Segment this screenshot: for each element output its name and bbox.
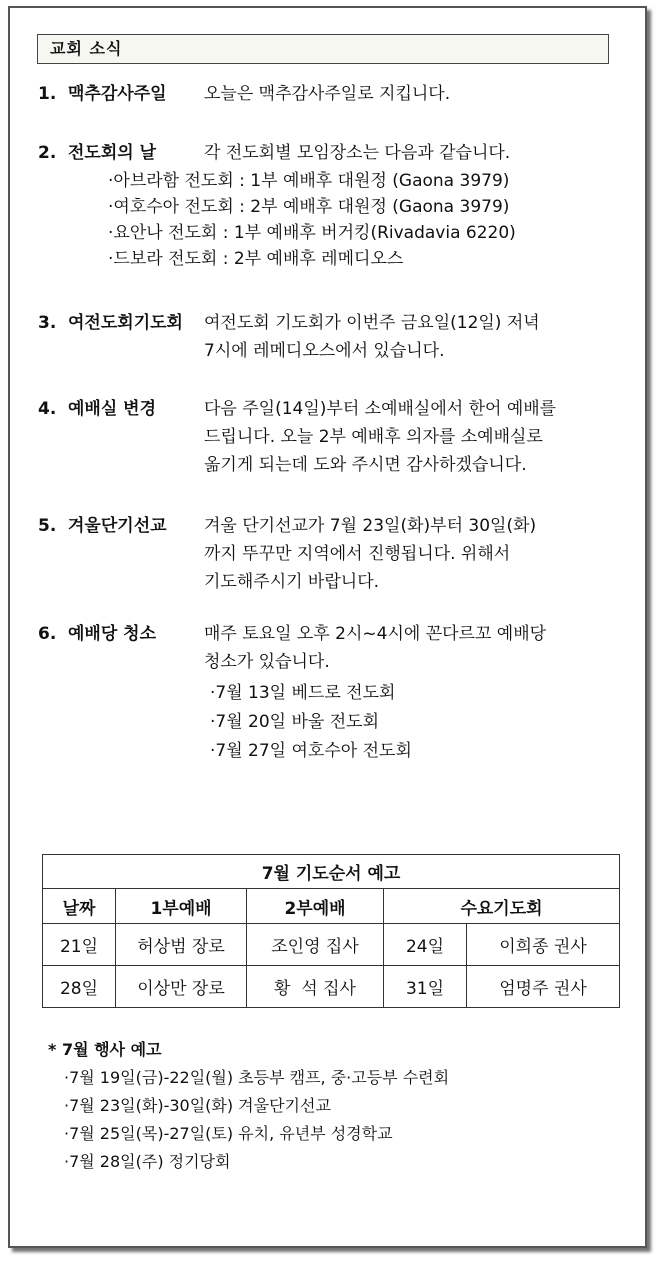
table-cell: 황 석 집사 — [247, 966, 384, 1008]
table-cell: 허상범 장로 — [116, 924, 247, 966]
table-cell: 이상만 장로 — [116, 966, 247, 1008]
list-item: ·여호수아 전도회 : 2부 예배후 대원정 (Gaona 3979) — [108, 197, 510, 217]
section-header: 교회 소식 — [37, 34, 609, 64]
table-cell: 24일 — [384, 924, 467, 966]
list-item: ·요안나 전도회 : 1부 예배후 버거킹(Rivadavia 6220) — [108, 223, 516, 243]
item-line: 매주 토요일 오후 2시~4시에 꼰다르꼬 예배당 — [204, 624, 547, 644]
cleaning-schedule-list — [210, 679, 412, 766]
event-item: ·7월 25일(목)-27일(토) 유치, 유년부 성경학교 — [64, 1124, 393, 1143]
item-line: 드립니다. 오늘 2부 예배후 의자를 소예배실로 — [204, 427, 543, 447]
item-line: 청소가 있습니다. — [204, 652, 330, 672]
item-number: 2. — [38, 143, 57, 163]
item-title: 예배실 변경 — [68, 399, 157, 419]
prayer-schedule-table — [42, 854, 620, 1008]
item-line: 각 전도회별 모임장소는 다음과 같습니다. — [204, 143, 511, 163]
item-text — [204, 512, 624, 596]
item-line: 기도해주시기 바랍니다. — [204, 572, 380, 592]
item-title: 전도회의 날 — [68, 143, 157, 163]
list-item: ·아브라함 전도회 : 1부 예배후 대원정 (Gaona 3979) — [108, 171, 510, 191]
item-text — [204, 139, 624, 167]
item-line: 겨울 단기선교가 7월 23일(화)부터 30일(화) — [204, 516, 537, 536]
table-cell: 조인영 집사 — [247, 924, 384, 966]
table-header: 2부예배 — [247, 889, 384, 924]
item-text — [204, 620, 624, 676]
table-cell: 31일 — [384, 966, 467, 1008]
table-cell: 엄명주 권사 — [467, 966, 620, 1008]
table-caption: 7월 기도순서 예고 — [43, 855, 620, 889]
item-title: 맥추감사주일 — [68, 84, 167, 104]
table-cell: 이희종 권사 — [467, 924, 620, 966]
table-header: 날짜 — [43, 889, 116, 924]
event-item: ·7월 23일(화)-30일(화) 겨울단기선교 — [64, 1096, 331, 1115]
list-item: ·7월 13일 베드로 전도회 — [210, 683, 396, 703]
item-number: 6. — [38, 624, 57, 644]
item-title: 예배당 청소 — [68, 624, 157, 644]
table-cell: 28일 — [43, 966, 116, 1008]
item-text — [204, 80, 624, 108]
event-item: ·7월 19일(금)-22일(월) 초등부 캠프, 중·고등부 수련회 — [64, 1068, 450, 1087]
item-line: 다음 주일(14일)부터 소예배실에서 한어 예배를 — [204, 399, 557, 419]
mission-group-list — [108, 168, 516, 272]
list-item: ·7월 20일 바울 전도회 — [210, 712, 380, 732]
item-line: 7시에 레메디오스에서 있습니다. — [204, 341, 445, 361]
item-title: 겨울단기선교 — [68, 516, 167, 536]
july-events — [48, 1036, 449, 1176]
list-item: ·7월 27일 여호수아 전도회 — [210, 741, 412, 761]
table-row — [43, 924, 620, 966]
table-row — [43, 966, 620, 1008]
events-heading: * 7월 행사 예고 — [48, 1040, 162, 1059]
item-line: 여전도회 기도회가 이번주 금요일(12일) 저녁 — [204, 313, 540, 333]
item-number: 4. — [38, 399, 57, 419]
event-item: ·7월 28일(주) 정기당회 — [64, 1152, 231, 1171]
item-number: 5. — [38, 516, 57, 536]
item-number: 1. — [38, 84, 57, 104]
list-item: ·드보라 전도회 : 2부 예배후 레메디오스 — [108, 249, 404, 269]
item-text — [204, 395, 624, 479]
item-line: 까지 뚜꾸만 지역에서 진행됩니다. 위해서 — [204, 544, 511, 564]
item-line: 오늘은 맥추감사주일로 지킵니다. — [204, 84, 451, 104]
table-header: 수요기도회 — [384, 889, 620, 924]
item-text — [204, 309, 624, 365]
table-header: 1부예배 — [116, 889, 247, 924]
item-line: 옮기게 되는데 도와 주시면 감사하겠습니다. — [204, 455, 527, 475]
table-cell: 21일 — [43, 924, 116, 966]
item-title: 여전도회기도회 — [68, 313, 183, 333]
item-number: 3. — [38, 313, 57, 333]
